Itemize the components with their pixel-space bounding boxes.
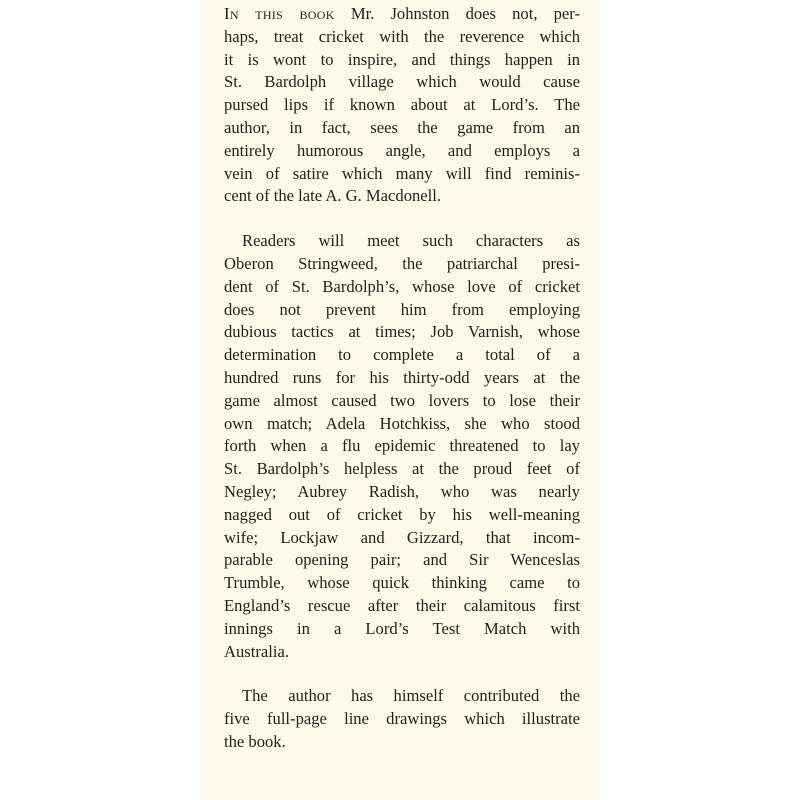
paragraph-line: entirely humorous angle, and employs a	[224, 140, 580, 160]
paragraph-1	[224, 3, 580, 208]
paragraph-line: Oberon Stringweed, the patriarchal presi-	[224, 253, 580, 273]
paragraph-line: dubious tactics at times; Job Varnish, whose	[224, 322, 580, 342]
paragraph-line: St. Bardolph’s helpless at the proud feet of	[224, 459, 580, 479]
paragraph-line: own match; Adela Hotchkiss, she who stood	[224, 413, 580, 433]
paragraph-line: In this book Mr. Johnston does not, per-	[224, 4, 580, 23]
paragraph-line: author, in fact, sees the game from an	[224, 117, 580, 137]
paragraph-line: does not prevent him from employing	[224, 299, 580, 319]
paragraph-line: game almost caused two lovers to lose their	[224, 390, 580, 410]
paragraph-line: Australia.	[224, 641, 289, 661]
paragraph-line: England’s rescue after their calamitous first	[224, 595, 580, 615]
paragraph-line: innings in a Lord’s Test Match with	[224, 618, 580, 638]
paragraph-line: five full-page line drawings which illustrate	[224, 709, 580, 729]
blurb-text	[224, 3, 580, 754]
paragraph-line: Negley; Aubrey Radish, who was nearly	[224, 481, 580, 501]
paragraph-line: parable opening pair; and Sir Wenceslas	[224, 550, 580, 570]
paragraph-line: pursed lips if known about at Lord’s. The	[224, 95, 580, 115]
paragraph-line: vein of satire which many will find reminis-	[224, 163, 580, 183]
paragraph-line: The author has himself contributed the	[242, 686, 580, 706]
paragraph-line: it is wont to inspire, and things happen in	[224, 49, 580, 69]
paragraph-line: haps, treat cricket with the reverence which	[224, 26, 580, 46]
paragraph-line: determination to complete a total of a	[224, 345, 580, 365]
paragraph-line: wife; Lockjaw and Gizzard, that incom-	[224, 527, 580, 547]
paragraph-3	[224, 685, 580, 753]
paragraph-line: forth when a flu epidemic threatened to lay	[224, 436, 580, 456]
paragraph-line: Readers will meet such characters as	[242, 231, 580, 251]
paragraph-line: Trumble, whose quick thinking came to	[224, 573, 580, 593]
paragraph-line: cent of the late A. G. Macdonell.	[224, 186, 442, 206]
paragraph-line: St. Bardolph village which would cause	[224, 72, 580, 92]
opening-small-caps: In this book	[224, 4, 335, 23]
paragraph-2	[224, 230, 580, 663]
paragraph-line: dent of St. Bardolph’s, whose love of cricket	[224, 276, 580, 296]
paragraph-line: hundred runs for his thirty-odd years at the	[224, 367, 580, 387]
paragraph-line: the book.	[224, 731, 286, 751]
paragraph-line: nagged out of cricket by his well-meaning	[224, 504, 580, 524]
